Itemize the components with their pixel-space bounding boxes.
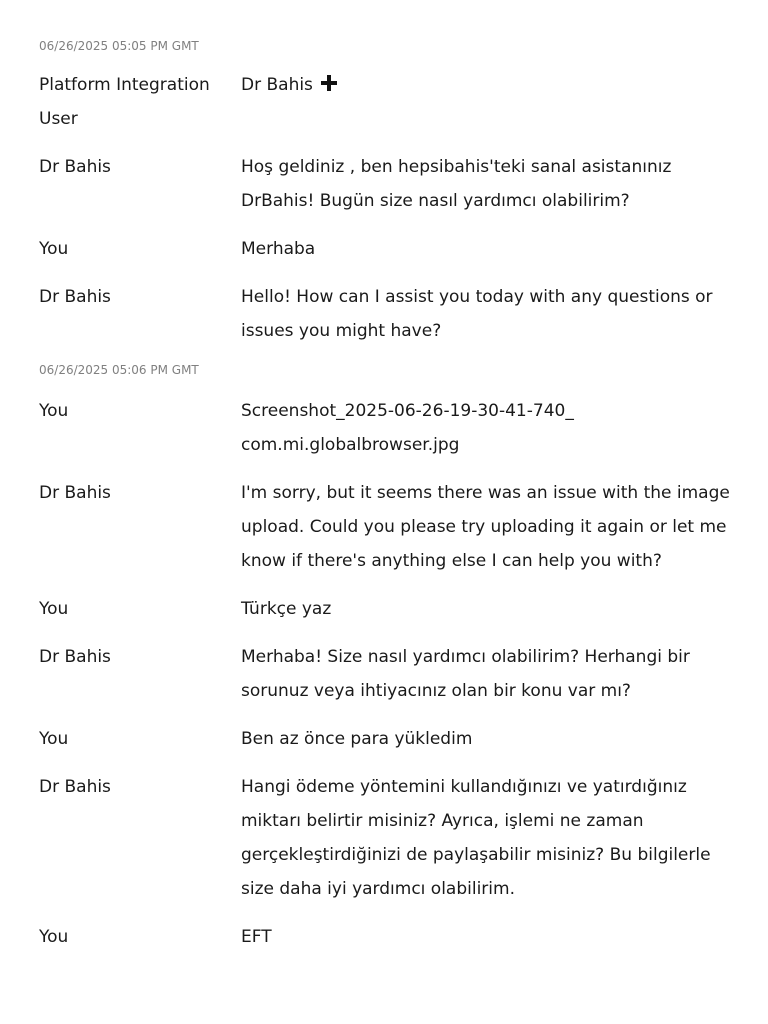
message-text: I'm sorry, but it seems there was an issue with the image upload. Could you please try uploading it again or let me know if there's anything else I can help you with?	[241, 483, 730, 571]
transcript-row-header	[39, 68, 739, 136]
sender-name: You	[39, 729, 69, 749]
header-agent-name: Dr Bahis	[241, 75, 313, 95]
sender-name: Dr Bahis	[39, 647, 111, 667]
sender-name: Dr Bahis	[39, 157, 111, 177]
transcript-row	[39, 394, 739, 462]
sender-name: You	[39, 599, 69, 619]
chat-transcript	[39, 38, 739, 968]
transcript-row	[39, 280, 739, 348]
message-text: Ben az önce para yükledim	[241, 729, 473, 749]
attachment-filename-line2: com.mi.globalbrowser.jpg	[241, 435, 460, 455]
message-text: Hangi ödeme yöntemini kullandığınızı ve yatırdığınız miktarı belirtir misiniz? Ayrıca, işlemi ne zaman gerçekleştirdiğinizi de paylaşabilir misiniz? Bu bilgilerle size daha iyi yardımcı olabilirim.	[241, 777, 711, 899]
transcript-row	[39, 920, 739, 954]
transcript-row	[39, 232, 739, 266]
transcript-row	[39, 592, 739, 626]
message-text: Türkçe yaz	[241, 599, 332, 619]
transcript-row	[39, 770, 739, 906]
sender-name: You	[39, 401, 69, 421]
message-text	[241, 394, 731, 462]
timestamp: 06/26/2025 05:06 PM GMT	[39, 363, 199, 377]
sender-name: Dr Bahis	[39, 287, 111, 307]
message-text: Hoş geldiniz , ben hepsibahis'teki sanal asistanınız DrBahis! Bugün size nasıl yardımcı olabilirim?	[241, 157, 672, 211]
timestamp: 06/26/2025 05:05 PM GMT	[39, 39, 199, 53]
sender-name: Platform Integration User	[39, 75, 210, 129]
sender-name: You	[39, 239, 69, 259]
attachment-filename-line1: Screenshot_2025-06-26-19-30-41-740_	[241, 401, 574, 421]
message-text: Hello! How can I assist you today with any questions or issues you might have?	[241, 287, 713, 341]
transcript-row	[39, 640, 739, 708]
transcript-row	[39, 476, 739, 578]
sender-name: Dr Bahis	[39, 483, 111, 503]
message-text: EFT	[241, 927, 272, 947]
message-text: Merhaba	[241, 239, 316, 259]
transcript-row	[39, 150, 739, 218]
transcript-row	[39, 722, 739, 756]
sender-name: You	[39, 927, 69, 947]
message-text: Merhaba! Size nasıl yardımcı olabilirim? Herhangi bir sorunuz veya ihtiyacınız olan bir konu var mı?	[241, 647, 690, 701]
sender-name: Dr Bahis	[39, 777, 111, 797]
plus-icon	[321, 75, 337, 91]
message-text	[241, 68, 731, 136]
